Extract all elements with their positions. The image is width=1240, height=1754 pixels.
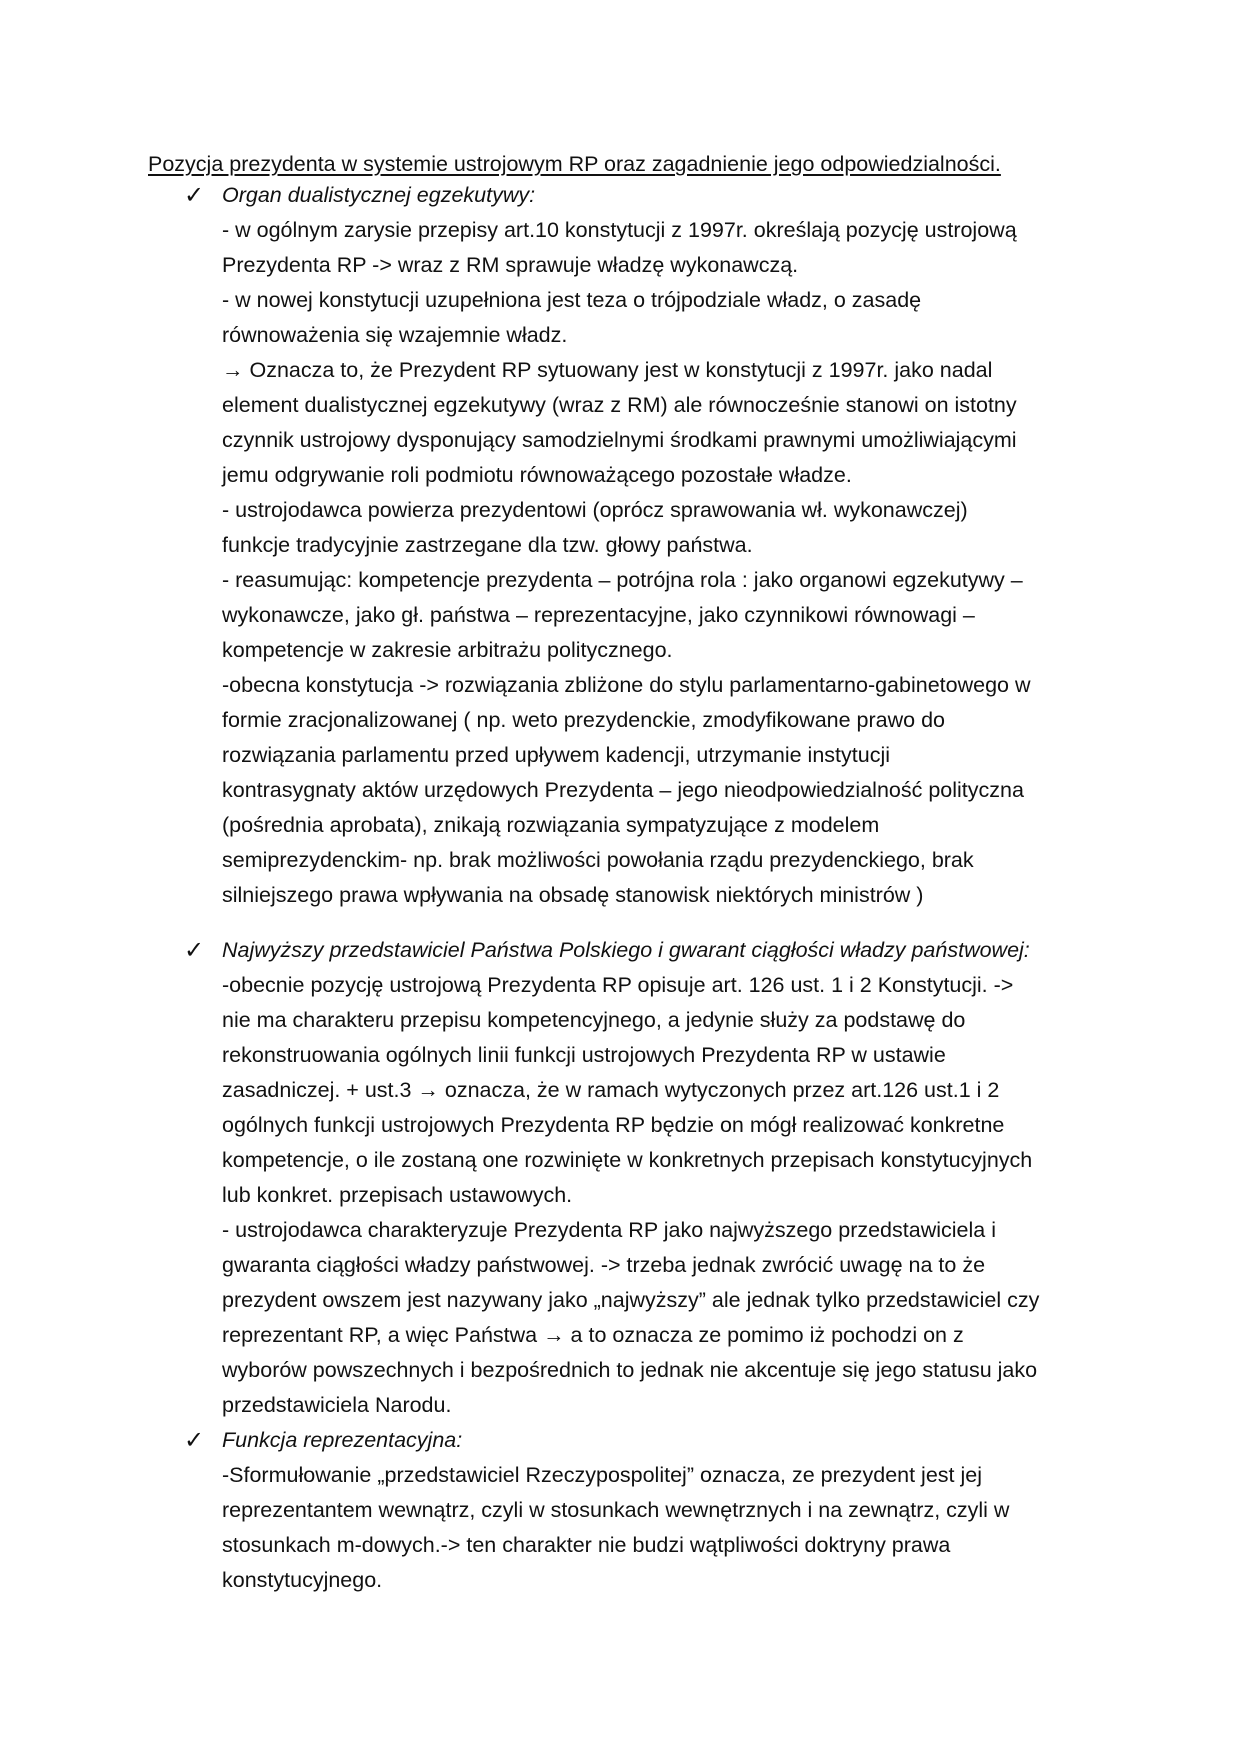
body-line: prezydent owszem jest nazywany jako „najwyższy” ale jednak tylko przedstawiciel czy [222, 1288, 1040, 1312]
body-line: silniejszego prawa wpływania na obsadę stanowisk niektórych ministrów ) [222, 883, 924, 907]
body-line: reprezentant RP, a więc Państwa → a to oznacza ze pomimo iż pochodzi on z [222, 1323, 964, 1347]
body-line: funkcje tradycyjnie zastrzegane dla tzw. głowy państwa. [222, 533, 753, 557]
body-line: czynnik ustrojowy dysponujący samodzielnymi środkami prawnymi umożliwiającymi [222, 428, 1017, 452]
section-heading: Najwyższy przedstawiciel Państwa Polskiego i gwarant ciągłości władzy państwowej: [222, 938, 1030, 962]
checkmark-icon: ✓ [184, 936, 205, 964]
body-line: przedstawiciela Narodu. [222, 1393, 452, 1417]
body-line: (pośrednia aprobata), znikają rozwiązania sympatyzujące z modelem [222, 813, 880, 837]
body-line: -obecna konstytucja -> rozwiązania zbliżone do stylu parlamentarno-gabinetowego w [222, 673, 1031, 697]
body-line: równoważenia się wzajemnie władz. [222, 323, 568, 347]
body-line: konstytucyjnego. [222, 1568, 383, 1592]
body-line: - ustrojodawca charakteryzuje Prezydenta RP jako najwyższego przedstawiciela i [222, 1218, 996, 1242]
body-line: element dualistycznej egzekutywy (wraz z RM) ale równocześnie stanowi on istotny [222, 393, 1017, 417]
checkmark-icon: ✓ [184, 181, 205, 209]
body-line: - w nowej konstytucji uzupełniona jest teza o trójpodziale władz, o zasadę [222, 288, 922, 312]
body-line: lub konkret. przepisach ustawowych. [222, 1183, 573, 1207]
body-line: -Sformułowanie „przedstawiciel Rzeczypospolitej” oznacza, ze prezydent jest jej [222, 1463, 982, 1487]
body-line: kontrasygnaty aktów urzędowych Prezydenta – jego nieodpowiedzialność polityczna [222, 778, 1024, 802]
body-line: gwaranta ciągłości władzy państwowej. -> trzeba jednak zwrócić uwagę na to że [222, 1253, 986, 1277]
body-line: ogólnych funkcji ustrojowych Prezydenta RP będzie on mógł realizować konkretne [222, 1113, 1005, 1137]
body-line: formie zracjonalizowanej ( np. weto prezydenckie, zmodyfikowane prawo do [222, 708, 945, 732]
section-body [222, 213, 1122, 913]
section-heading: Organ dualistycznej egzekutywy: [222, 183, 536, 207]
body-line: → Oznacza to, że Prezydent RP sytuowany jest w konstytucji z 1997r. jako nadal [222, 358, 993, 382]
document-title: Pozycja prezydenta w systemie ustrojowym RP oraz zagadnienie jego odpowiedzialności. [148, 152, 1001, 176]
body-line: kompetencje w zakresie arbitrażu politycznego. [222, 638, 673, 662]
body-line: zasadniczej. + ust.3 → oznacza, że w ramach wytyczonych przez art.126 ust.1 i 2 [222, 1078, 1000, 1102]
body-line: nie ma charakteru przepisu kompetencyjnego, a jedynie służy za podstawę do [222, 1008, 966, 1032]
body-line: - ustrojodawca powierza prezydentowi (oprócz sprawowania wł. wykonawczej) [222, 498, 968, 522]
body-line: - w ogólnym zarysie przepisy art.10 konstytucji z 1997r. określają pozycję ustrojową [222, 218, 1017, 242]
body-line: stosunkach m-dowych.-> ten charakter nie budzi wątpliwości doktryny prawa [222, 1533, 951, 1557]
body-line: kompetencje, o ile zostaną one rozwinięte w konkretnych przepisach konstytucyjnych [222, 1148, 1033, 1172]
section-heading: Funkcja reprezentacyjna: [222, 1428, 463, 1452]
body-line: jemu odgrywanie roli podmiotu równoważącego pozostałe władze. [222, 463, 852, 487]
body-line: wyborów powszechnych i bezpośrednich to jednak nie akcentuje się jego statusu jako [222, 1358, 1038, 1382]
body-line: Prezydenta RP -> wraz z RM sprawuje władzę wykonawczą. [222, 253, 799, 277]
body-line: rekonstruowania ogólnych linii funkcji ustrojowych Prezydenta RP w ustawie [222, 1043, 946, 1067]
body-line: -obecnie pozycję ustrojową Prezydenta RP opisuje art. 126 ust. 1 i 2 Konstytucji. -> [222, 973, 1014, 997]
body-line: semiprezydenckim- np. brak możliwości powołania rządu prezydenckiego, brak [222, 848, 974, 872]
section-body [222, 1458, 1122, 1598]
body-line: wykonawcze, jako gł. państwa – reprezentacyjne, jako czynnikowi równowagi – [222, 603, 975, 627]
body-line: - reasumując: kompetencje prezydenta – potrójna rola : jako organowi egzekutywy – [222, 568, 1023, 592]
section-body [222, 968, 1122, 1423]
body-line: reprezentantem wewnątrz, czyli w stosunkach wewnętrznych i na zewnątrz, czyli w [222, 1498, 1010, 1522]
checkmark-icon: ✓ [184, 1426, 205, 1454]
body-line: rozwiązania parlamentu przed upływem kadencji, utrzymanie instytucji [222, 743, 890, 767]
